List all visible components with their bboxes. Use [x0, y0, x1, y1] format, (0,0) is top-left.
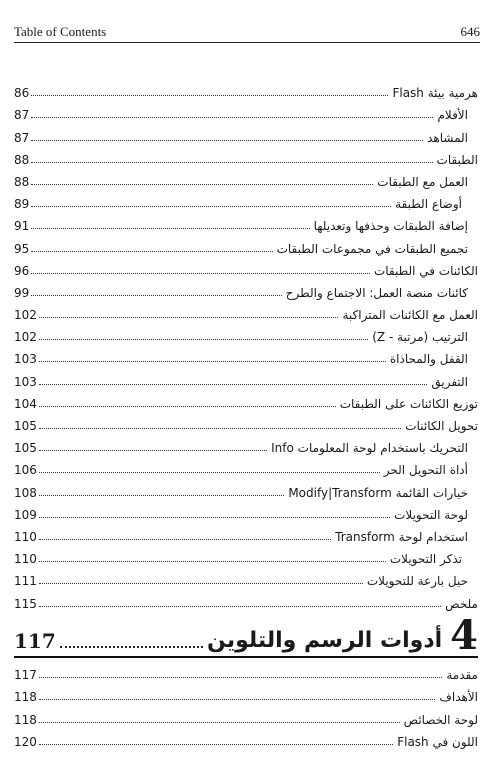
dot-leader [39, 582, 363, 584]
toc-entry-label: المشاهد [427, 130, 468, 145]
toc-entry[interactable] [14, 477, 478, 499]
toc-entry-label: التحريك باستخدام لوحة المعلومات Info [271, 441, 468, 456]
toc-entry-page: 111 [14, 574, 37, 589]
dot-leader [39, 449, 267, 451]
page-number: 646 [460, 24, 480, 39]
toc-entry-label: توزيع الكائنات على الطبقات [339, 396, 478, 411]
toc-entry-page: 117 [14, 668, 37, 683]
toc-entry-label: أوضاع الطبقة [395, 197, 462, 212]
toc-entry-label: استخدام لوحة Transform [335, 529, 468, 544]
toc-entry-label: تجميع الطبقات في مجموعات الطبقات [276, 241, 468, 256]
dot-leader [39, 471, 380, 473]
dot-leader [39, 383, 427, 385]
toc-entry-page: 86 [14, 86, 30, 101]
dot-leader [60, 645, 203, 648]
toc-entry-label: التفريق [431, 374, 468, 389]
toc-entry-page: 105 [14, 419, 37, 433]
dot-leader [31, 294, 281, 296]
toc-entry-label: الكائنات في الطبقات [373, 263, 478, 278]
toc-entry-page: 88 [14, 152, 30, 167]
dot-leader [31, 272, 370, 274]
toc-entry[interactable] [14, 411, 478, 433]
toc-entry[interactable] [14, 233, 478, 255]
toc-entry-label: تذكر التحويلات [389, 552, 462, 567]
toc-entry-page: 108 [14, 485, 37, 500]
dot-leader [39, 721, 400, 723]
toc-entry[interactable] [14, 78, 478, 100]
toc-entry-label: لوحة الخصائص [403, 712, 478, 727]
chapter-toc-list [14, 660, 478, 749]
toc-entry[interactable] [14, 122, 478, 144]
toc-entry-page: 120 [14, 734, 37, 749]
toc-entry-page: 118 [14, 690, 37, 705]
toc-entry-page: 91 [14, 219, 30, 234]
toc-entry-label: القفل والمحاذاة [389, 352, 468, 367]
dot-leader [39, 698, 436, 700]
toc-entry-label: إضافة الطبقات وحذفها وتعديلها [313, 219, 468, 234]
toc-entry-label: تحويل الكائنات [405, 419, 478, 433]
toc-entry-label: الترتيب (مرتبة - Z) [372, 330, 468, 345]
dot-leader [31, 250, 272, 252]
toc-entry[interactable] [14, 145, 478, 167]
toc-entry-label: حيل بارعة للتحويلات [366, 574, 468, 589]
dot-leader [39, 538, 331, 540]
page-header [14, 22, 480, 43]
toc-entry[interactable] [14, 544, 478, 566]
dot-leader [31, 227, 309, 229]
toc-entry-page: 110 [14, 552, 37, 567]
toc-entry-page: 109 [14, 507, 37, 522]
toc-entry[interactable] [14, 278, 478, 300]
toc-entry-label: هرمية بيئة Flash [392, 86, 478, 101]
toc-entry-page: 103 [14, 374, 37, 389]
chapter-page: 117 [14, 629, 56, 653]
toc-entry[interactable] [14, 100, 478, 122]
toc-entry[interactable] [14, 167, 478, 189]
toc-entry-page: 118 [14, 712, 37, 727]
toc-entry-label: خيارات القائمة Modify|Transform [288, 485, 468, 500]
running-title: Table of Contents [14, 24, 107, 39]
dot-leader [39, 743, 393, 745]
toc-entry[interactable] [14, 522, 478, 544]
toc-entry[interactable] [14, 566, 478, 588]
dot-leader [39, 605, 441, 607]
toc-entry-page: 104 [14, 396, 37, 411]
toc-entry[interactable] [14, 256, 478, 278]
toc-entry-page: 103 [14, 352, 37, 367]
toc-entry[interactable] [14, 211, 478, 233]
dot-leader [31, 183, 373, 185]
toc-entry-label: أداة التحويل الحر [383, 463, 468, 478]
toc-entry-page: 87 [14, 108, 30, 123]
dot-leader [39, 516, 390, 518]
toc-entry-label: اللون في Flash [397, 734, 478, 749]
toc-entry-page: 102 [14, 308, 37, 323]
dot-leader [39, 560, 386, 562]
toc-entry[interactable] [14, 322, 478, 344]
dot-leader [39, 676, 442, 678]
toc-entry-page: 87 [14, 130, 30, 145]
dot-leader [39, 405, 336, 407]
toc-list [14, 78, 478, 611]
toc-entry-label: الطبقات [436, 152, 478, 167]
toc-entry[interactable] [14, 389, 478, 411]
toc-entry-label: مقدمة [446, 668, 478, 683]
dot-leader [31, 116, 433, 118]
toc-entry-page: 106 [14, 463, 37, 478]
toc-entry[interactable] [14, 704, 478, 726]
toc-entry[interactable] [14, 300, 478, 322]
toc-entry-page: 115 [14, 596, 37, 611]
toc-entry-page: 89 [14, 197, 30, 212]
toc-entry-page: 102 [14, 330, 37, 345]
dot-leader [31, 139, 423, 141]
dot-leader [31, 94, 388, 96]
toc-entry[interactable] [14, 500, 478, 522]
dot-leader [39, 338, 368, 340]
dot-leader [39, 494, 284, 496]
toc-entry-label: الأفلام [437, 108, 468, 123]
toc-entry-page: 105 [14, 441, 37, 456]
toc-entry-label: كائنات منصة العمل: الاجتماع والطرح [285, 285, 468, 300]
toc-entry[interactable] [14, 433, 478, 455]
toc-entry-page: 110 [14, 529, 37, 544]
toc-entry-page: 95 [14, 241, 30, 256]
chapter-title: أدوات الرسم والتلوين [207, 628, 443, 653]
toc-entry[interactable] [14, 344, 478, 366]
toc-entry[interactable] [14, 366, 478, 388]
dot-leader [39, 427, 401, 429]
chapter-heading[interactable] [14, 612, 478, 658]
dot-leader [31, 161, 432, 163]
toc-entry[interactable] [14, 588, 478, 610]
toc-entry-label: العمل مع الكائنات المتراكبة [342, 308, 478, 323]
toc-entry-label: الأهداف [439, 690, 478, 705]
toc-entry[interactable] [14, 660, 478, 682]
toc-entry[interactable] [14, 727, 478, 749]
toc-entry-label: لوحة التحويلات [394, 507, 468, 522]
toc-entry-page: 96 [14, 263, 30, 278]
dot-leader [31, 205, 391, 207]
toc-entry[interactable] [14, 455, 478, 477]
chapter-number: 4 [450, 612, 478, 659]
toc-entry-label: ملخص [445, 596, 478, 611]
toc-entry-label: العمل مع الطبقات [377, 174, 468, 189]
dot-leader [39, 316, 339, 318]
dot-leader [39, 360, 386, 362]
toc-entry-page: 99 [14, 285, 30, 300]
toc-entry[interactable] [14, 189, 478, 211]
toc-entry[interactable] [14, 682, 478, 704]
toc-entry-page: 88 [14, 174, 30, 189]
